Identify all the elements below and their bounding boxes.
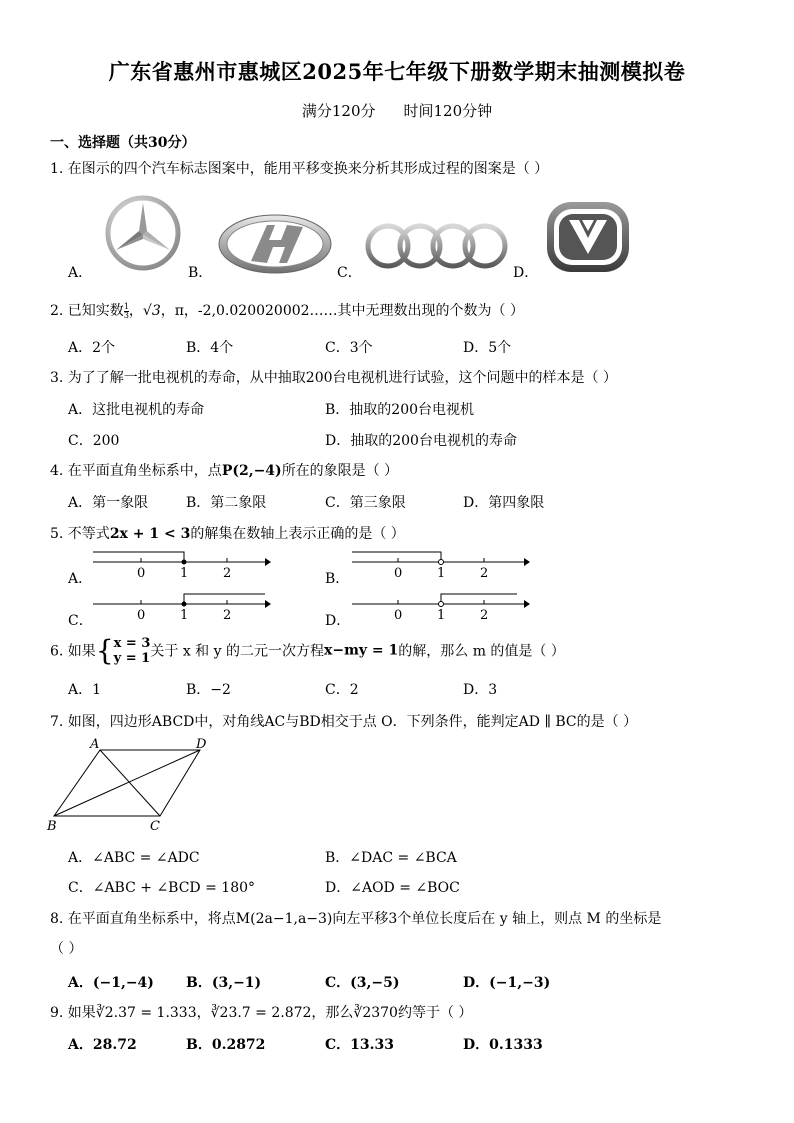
exam-info — [0, 100, 794, 121]
tick-label: 0 — [394, 566, 403, 581]
q5-inequality: 2x + 1 < 3 — [109, 526, 191, 542]
page-title: 广东省惠州市惠城区2025年七年级下册数学期末抽测模拟卷 — [108, 59, 686, 84]
tick-label: 2 — [223, 608, 232, 623]
question-7: 7. 如图，四边形ABCD中，对角线AC与BD相交于点 O．下列条件，能判定AD ∥ BC的是（ ） — [50, 714, 638, 730]
q5-label-d: D． — [325, 613, 351, 629]
question-8-line-2: （ ） — [50, 941, 83, 957]
tick-label: 0 — [137, 608, 146, 623]
q3-option-a: A．这批电视机的寿命 — [68, 402, 205, 418]
question-2 — [50, 300, 524, 320]
tick-label: 1 — [437, 566, 446, 581]
q9-option-c: C．13.33 — [325, 1037, 394, 1053]
number-line-b — [352, 546, 530, 582]
q8-option-d: D．(−1,−3) — [463, 975, 551, 991]
q5-suffix: 的解集在数轴上表示正确的是（ ） — [190, 526, 405, 542]
point-a-label: A — [90, 737, 100, 752]
q6-prefix: 6. 如果 — [50, 643, 96, 660]
system-eq-2: y = 1 — [113, 650, 151, 666]
q5-label-c: C． — [68, 613, 93, 629]
brace-symbol: { — [95, 634, 114, 667]
number-line-c — [93, 588, 271, 624]
q8-option-c: C．(3,−5) — [325, 975, 400, 991]
q3-option-b: B．抽取的200台电视机 — [325, 402, 475, 418]
q4-option-c: C．第三象限 — [325, 495, 406, 511]
tick-label: 1 — [180, 608, 189, 623]
q1-label-a: A． — [68, 265, 93, 281]
time-info: 时间120分钟 — [403, 102, 493, 120]
q6-option-b: B．−2 — [186, 682, 231, 698]
frac-numerator: 1 — [123, 301, 129, 311]
q9-option-b: B．0.2872 — [186, 1037, 266, 1053]
point-d-label: D — [196, 737, 207, 752]
q5-prefix: 5. 不等式 — [50, 526, 110, 542]
number-line-a — [93, 546, 271, 582]
changan-logo-image — [545, 200, 631, 274]
q7-option-d: D．∠AOD = ∠BOC — [325, 880, 460, 896]
tick-label: 2 — [480, 566, 489, 581]
q8-option-b: B．(3,−1) — [186, 975, 262, 991]
section-heading: 一、选择题（共30分） — [50, 135, 196, 151]
q2-option-a: A．2个 — [68, 340, 116, 356]
tick-label: 2 — [480, 608, 489, 623]
q7-option-c: C．∠ABC + ∠BCD = 180° — [68, 880, 256, 896]
q4-point: P(2,−4) — [221, 463, 282, 479]
point-c-label: C — [150, 819, 160, 834]
q4-prefix: 4. 在平面直角坐标系中，点 — [50, 463, 222, 479]
q6-option-c: C．2 — [325, 682, 359, 698]
q4-option-a: A．第一象限 — [68, 495, 149, 511]
q2-prefix: 2. 已知实数 — [50, 303, 124, 319]
q2-rest: ，π，-2,0.020020002……其中无理数出现的个数为（ ） — [160, 303, 524, 319]
q4-option-b: B．第二象限 — [186, 495, 267, 511]
q9-option-a: A．28.72 — [68, 1037, 137, 1053]
quadrilateral-diagram — [44, 734, 220, 834]
system-eq-1: x = 3 — [113, 635, 151, 651]
score-info: 满分120分 — [301, 102, 376, 120]
q3-option-d: D．抽取的200台电视机的寿命 — [325, 433, 517, 449]
q6-equation: x−my = 1 — [324, 642, 399, 659]
q5-label-b: B． — [325, 571, 350, 587]
q2-option-c: C．3个 — [325, 340, 373, 356]
tick-label: 2 — [223, 566, 232, 581]
q1-label-b: B． — [188, 265, 213, 281]
question-9: 9. 如果∛2.37 = 1.333，∛23.7 = 2.872，那么∛2370约等于（ ） — [50, 1005, 473, 1021]
q6-suffix: 的解，那么 m 的值是（ ） — [398, 643, 565, 660]
frac-denominator: 3 — [123, 310, 129, 320]
tick-label: 0 — [137, 566, 146, 581]
q9-option-d: D．0.1333 — [463, 1037, 543, 1053]
q7-option-a: A．∠ABC = ∠ADC — [68, 850, 200, 866]
question-4 — [50, 460, 398, 480]
q2-option-b: B．4个 — [186, 340, 234, 356]
q3-option-c: C．200 — [68, 433, 120, 449]
q1-label-d: D． — [513, 265, 539, 281]
tick-label: 0 — [394, 608, 403, 623]
audi-rings-logo-image — [364, 221, 510, 271]
question-6 — [50, 634, 565, 667]
q1-label-c: C． — [337, 265, 362, 281]
q2-option-d: D．5个 — [463, 340, 512, 356]
tick-label: 1 — [180, 566, 189, 581]
q7-option-b: B．∠DAC = ∠BCA — [325, 850, 457, 866]
mercedes-logo-image — [103, 195, 183, 271]
tick-label: 1 — [437, 608, 446, 623]
q8-option-a: A．(−1,−4) — [68, 975, 154, 991]
question-8-line-1: 8. 在平面直角坐标系中，将点M(2a−1,a−3)向左平移3个单位长度后在 y 轴上，则点 M 的坐标是 — [50, 911, 662, 927]
hyundai-logo-image — [217, 213, 333, 275]
question-1: 1. 在图示的四个汽车标志图案中，能用平移变换来分析其形成过程的图案是（ ） — [50, 161, 549, 177]
q6-mid: 关于 x 和 y 的二元一次方程 — [150, 643, 324, 660]
number-line-d — [352, 588, 530, 624]
q6-option-d: D．3 — [463, 682, 498, 698]
sqrt-three: √3 — [142, 303, 161, 319]
q2-comma: ， — [128, 303, 143, 319]
q5-label-a: A． — [68, 571, 93, 587]
q4-option-d: D．第四象限 — [463, 495, 545, 511]
question-3: 3. 为了了解一批电视机的寿命，从中抽取200台电视机进行试验，这个问题中的样本是（ ） — [50, 370, 617, 386]
q4-suffix: 所在的象限是（ ） — [281, 463, 399, 479]
point-b-label: B — [47, 819, 57, 834]
question-5 — [50, 523, 405, 543]
equation-system — [114, 636, 151, 666]
q6-option-a: A．1 — [68, 682, 102, 698]
